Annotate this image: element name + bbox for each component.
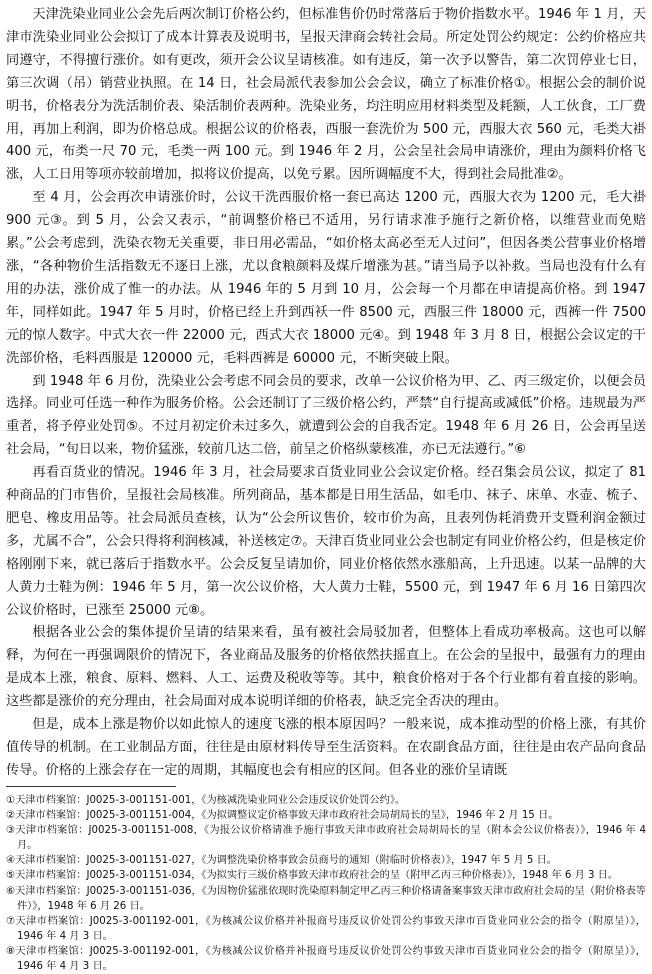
- body-paragraph-3: 到 1948 年 6 月份，洗染业公会考虑不同会员的要求，改单一公议价格为甲、乙、丙三级定价，以便会员选择。同业可任选一种作为服务价格。公会还制订了三级价格公约，严禁“自行提高或减低”价格。违规最为严重者，将予停业处罚⑤。不过月初定价未过多久，就遭到公会的自我否定。1948 年 6 月 26 日，公会再呈送社会局，“旬日以来，物价猛涨，较前几达二倍，前呈之价格纵蒙核准，亦已无法遵行。”⑥: [6, 373, 646, 458]
- body-paragraph-1: 天津洗染业同业公会先后两次制订价格公约，但标准售价仍时常落后于物价指数水平。1946 年 1 月，天津市洗染业同业公会拟订了成本计算表及说明书，呈报天津商会转社会局。所定处罚公约规定：公约价格应共同遵守，不得擅行涨价。如有更改，须开会公议呈请核准。如有违反，第一次予以警告，第二次罚停业七日，第三次调（吊）销营业执照。在 14 日，社会局派代表参加公会会议，确立了标准价格①。根据公会的制价说明书，价格表分为洗活制价表、染活制价表两种。洗染业务，均注明应用材料类型及耗额，人工伙食，工厂费用，再加上利润，即为价格总成。根据公议的价格表，西服一套洗价为 500 元，西服大衣 560 元，毛类大褂 400 元，布类一尺 70 元，毛类一两 100 元。到 1946 年 2 月，公会呈社会局申请涨价，理由为颜料价格飞涨，人工日用等项亦较前增加，拟将议价提高，以免亏累。因所调幅度不大，得到社会局批准②。: [6, 7, 646, 183]
- footnote-3: ③天津市档案馆：J0025-3-001151-008，《为报公议价格请准予施行事致天津市政府社会局胡局长的呈（附本会公议价格表）》，1946 年 4 月。: [6, 825, 646, 852]
- footnote-divider: [6, 786, 176, 787]
- footnote-6: ⑥天津市档案馆：J0025-3-001151-036，《为因物价猛涨依现时洗染原料制定甲乙丙三种价格请备案事致天津市政府社会局的呈（附价格表等件）》，1948 年 6 月 26 日。: [6, 885, 646, 912]
- footnote-5: ⑤天津市档案馆：J0025-3-001151-034，《为拟实行三级价格事致天津市政府社会的呈（附甲乙丙三种价格表）》，1948 年 6 月 3 日。: [6, 870, 619, 882]
- body-paragraph-5: 根据各业公会的集体提价呈请的结果来看，虽有被社会局驳加者，但整体上看成功率极高。这也可以解释，为何在一再强调限价的情况下，各业商品及服务的价格依然扶摇直上。在公会的呈报中，最强有力的理由是成本上涨，粮食、原料、燃料、人工、运费及税收等等。其中，粮食价格对于各个行业都有着直接的影响。这些都是涨价的充分理由，社会局面对成本说明详细的价格表，缺乏完全否决的理由。: [6, 625, 646, 710]
- footnotes: [6, 786, 646, 974]
- body-paragraph-2: 至 4 月，公会再次申请涨价时，公议干洗西服价格一套已高达 1200 元，西服大衣为 1200 元，毛大褂 900 元③。到 5 月，公会又表示，“前调整价格已不适用，另行请求准予施行之新价格，以维营业而免赔累。”公会考虑到，洗染衣物无关重要，非日用必需品，“如价格太高必至无人过问”，但因各类公营事业价格增涨，“各种物价生活指数无不逐日上涨，尤以食粮颜料及煤斤增涨为甚。”请当局予以补救。当局也没有什么有用的办法，涨价成了惟一的办法。从 1946 年的 5 月到 10 月，公会每一个月都在申请提高价格。到 1947 年，同样如此。1947 年 5 月时，价格已经上升到西袄一件 8500 元，西服三件 18000 元，西裤一件 7500 元的惊人数字。中式大衣一件 22000 元，西式大衣 18000 元④。到 1948 年 3 月 8 日，根据公会议定的干洗部价格，毛料西服是 120000 元，毛料西裤是 60000 元，不断突破上限。: [6, 190, 646, 366]
- footnote-4: ④天津市档案馆：J0025-3-001151-027，《为调整洗染价格事致会员商号的通知（附临时价格表）》，1947 年 5 月 5 日。: [6, 855, 557, 867]
- body-paragraph-4: 再看百货业的情况。1946 年 3 月，社会局要求百货业同业公会议定价格。经召集会员公议，拟定了 81 种商品的门市售价，呈报社会局核准。所列商品，基本都是日用生活品，如毛巾、袜子、床单、水壶、梳子、肥皂、橡皮用品等。社会局派员查核，认为“公会所议售价，较市价为高，且表列伪耗消费开支暨利润金额过多，尤属不合”，公会只得将利润核减，补送核定⑦。天津百货业同业公会也制定有同业价格公约，但是核定价格刚刚下来，就已落后于指数水平。公会反复呈请加价，同业价格依然水涨船高，上升迅速。以某一品牌的大人黄力士鞋为例：1946 年 5 月，第一次公议价格，大人黄力士鞋，5500 元，到 1947 年 6 月 16 日第四次公议价格时，已涨至 25000 元⑧。: [6, 465, 646, 618]
- footnote-7: ⑦天津市档案馆：J0025-3-001192-001，《为核减公议价格并补报商号违反议价处罚公约事致天津市百货业同业公会的指令（附原呈）》，1946 年 4 月 3 日。: [6, 915, 646, 942]
- footnote-1: ①天津市档案馆：J0025-3-001151-001，《为核减洗染业同业公会违反议价处罚公约》。: [6, 795, 406, 806]
- footnote-2: ②天津市档案馆：J0025-3-001151-004，《为拟调整议定价格事致天津市政府社会局胡局长的呈》，1946 年 2 月 15 日。: [6, 810, 559, 822]
- body-paragraph-6: 但是，成本上涨是物价以如此惊人的速度飞涨的根本原因吗？一般来说，成本推动型的价格上涨，有其价值传导的机制。在工业制品方面，往往是由原材料传导至生活资料。在农副食品方面，往往是由农产品向食品传导。价格的上涨会存在一定的周期，其幅度也会有相应的区间。但各业的涨价呈请既: [6, 717, 646, 778]
- footnote-8: ⑧天津市档案馆：J0025-3-001192-001，《为核减公议价格并补报商号违反议价处罚公约事致天津市百货业同业公会的指令（附原呈）》，1946 年 4 月 3 日。: [6, 945, 646, 973]
- article-body: [6, 4, 646, 783]
